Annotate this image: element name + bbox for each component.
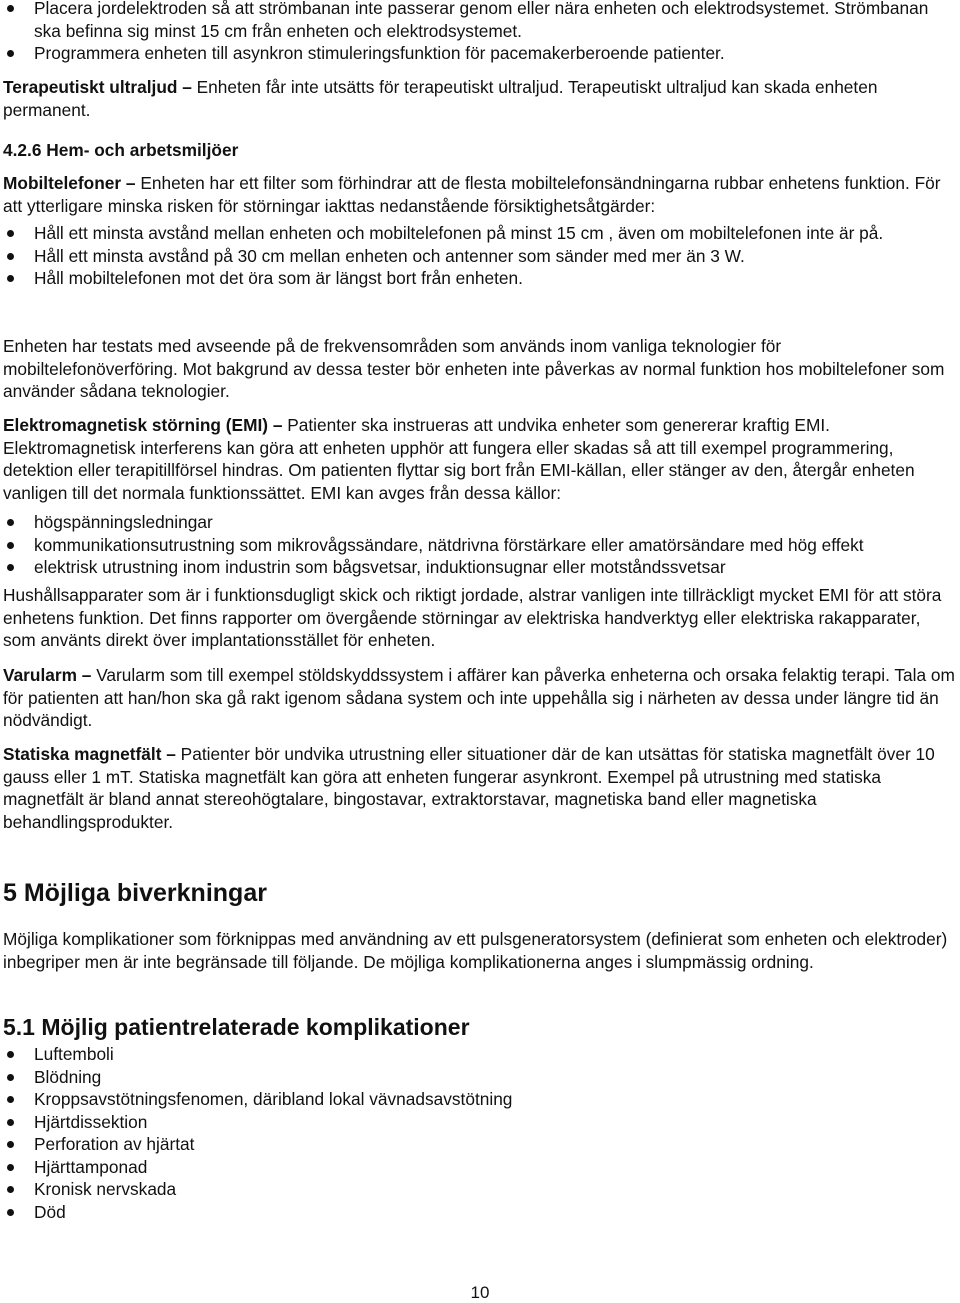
- household-paragraph: Hushållsapparater som är i funktionsdugligt skick och riktigt jordade, alstrar vanligen inte tillräckligt mycket EMI för att störa enhetens funktion. Det finns rapporter om övergående störningar av elektriska handverktyg eller elektriska rakapparater, som använts direkt över implantationsstället för enheten.: [3, 585, 942, 650]
- list-item: Kronisk nervskada: [3, 1178, 957, 1201]
- mobile-paragraph: [3, 172, 957, 217]
- mobile-text: Enheten har ett filter som förhindrar att de flesta mobiltelefonsändningarna rubbar enhetens funktion. För att ytterligare minska risken för störningar iakttas nedanstående försiktighetsåtgärder:: [3, 173, 941, 216]
- section-heading-4-2-6: 4.2.6 Hem- och arbetsmiljöer: [3, 140, 239, 160]
- list-item: kommunikationsutrustning som mikrovågssändare, nätdrivna förstärkare eller amatörsändare med hög effekt: [3, 534, 957, 557]
- mobile-label: Mobiltelefoner –: [3, 173, 136, 193]
- list-item: Håll ett minsta avstånd mellan enheten och mobiltelefonen på minst 15 cm , även om mobiltelefonen inte är på.: [3, 222, 957, 245]
- list-item: Håll ett minsta avstånd på 30 cm mellan enheten och antenner som sänder med mer än 3 W.: [3, 245, 957, 268]
- section-heading-5: 5 Möjliga biverkningar: [3, 879, 267, 907]
- ultrasound-label: Terapeutiskt ultraljud –: [3, 77, 192, 97]
- magnetic-text: Patienter bör undvika utrustning eller situationer där de kan utsättas för statiska magnetfält över 10 gauss eller 1 mT. Statiska magnetfält kan göra att enheten fungerar asynkront. Exempel på utrustning med statiska magnetfält är bland annat stereohögtalare, bingostavar, extraktorstavar, magnetiska band eller magnetiska behandlingsprodukter.: [3, 744, 935, 832]
- list-item: Håll mobiltelefonen mot det öra som är längst bort från enheten.: [3, 267, 957, 290]
- tested-paragraph: Enheten har testats med avseende på de frekvensområden som används inom vanliga teknologier för mobiltelefonöverföring. Mot bakgrund av dessa tester bör enheten inte påverkas av normal funktion hos mobiltelefoner som använder sådana teknologier.: [3, 336, 945, 401]
- page-number: 10: [470, 1283, 490, 1302]
- emi-label: Elektromagnetisk störning (EMI) –: [3, 415, 283, 435]
- complications-list: [3, 1043, 957, 1223]
- mobile-list: [3, 222, 957, 290]
- section-heading-5-1: 5.1 Möjlig patientrelaterade komplikationer: [3, 1014, 470, 1040]
- emi-text: Patienter ska instrueras att undvika enheter som genererar kraftig EMI. Elektromagnetisk interferens kan göra att enheten upphör att fungera eller skadas så att till exempel programmering, detektion eller terapitillförsel hindras. Om patienten flyttar sig bort från EMI-källan, eller stänger av den, återgår enheten vanligen till det normala funktionssättet. EMI kan avges från dessa källor:: [3, 415, 915, 503]
- magnetic-paragraph: [3, 743, 957, 833]
- list-item: Luftemboli: [3, 1043, 957, 1066]
- magnetic-label: Statiska magnetfält –: [3, 744, 176, 764]
- list-item: Blödning: [3, 1066, 957, 1089]
- ultrasound-paragraph: [3, 76, 957, 121]
- emi-paragraph: [3, 414, 957, 504]
- list-item: Placera jordelektroden så att strömbanan inte passerar genom eller nära enheten och elektrodsystemet. Strömbanan ska befinna sig minst 15 cm från enheten och elektrodsystemet.: [3, 0, 957, 42]
- section-5-intro: Möjliga komplikationer som förknippas med användning av ett pulsgeneratorsystem (definierat som enheten och elektroder) inbegriper men är inte begränsade till följande. De möjliga komplikationerna anges i slumpmässig ordning.: [3, 929, 948, 972]
- list-item: Programmera enheten till asynkron stimuleringsfunktion för pacemakerberoende patienter.: [3, 42, 957, 65]
- list-item: Kroppsavstötningsfenomen, däribland lokal vävnadsavstötning: [3, 1088, 957, 1111]
- list-item: Hjärtdissektion: [3, 1111, 957, 1134]
- list-item: högspänningsledningar: [3, 511, 957, 534]
- list-item: Perforation av hjärtat: [3, 1133, 957, 1156]
- list-item: Död: [3, 1201, 957, 1224]
- alarm-paragraph: [3, 664, 957, 732]
- alarm-text: Varularm som till exempel stöldskyddssystem i affärer kan påverka enheterna och orsaka felaktig terapi. Tala om för patienten att han/hon ska gå rakt igenom sådana system och inte uppehålla sig i närheten av dessa under längre tid än nödvändigt.: [3, 665, 955, 730]
- emi-sources-list: [3, 511, 957, 579]
- precautions-list: [3, 0, 957, 65]
- list-item: Hjärttamponad: [3, 1156, 957, 1179]
- list-item: elektrisk utrustning inom industrin som bågsvetsar, induktionsugnar eller motståndssvetsar: [3, 556, 957, 579]
- ultrasound-text: Enheten får inte utsätts för terapeutiskt ultraljud. Terapeutiskt ultraljud kan skada enheten permanent.: [3, 77, 878, 120]
- alarm-label: Varularm –: [3, 665, 92, 685]
